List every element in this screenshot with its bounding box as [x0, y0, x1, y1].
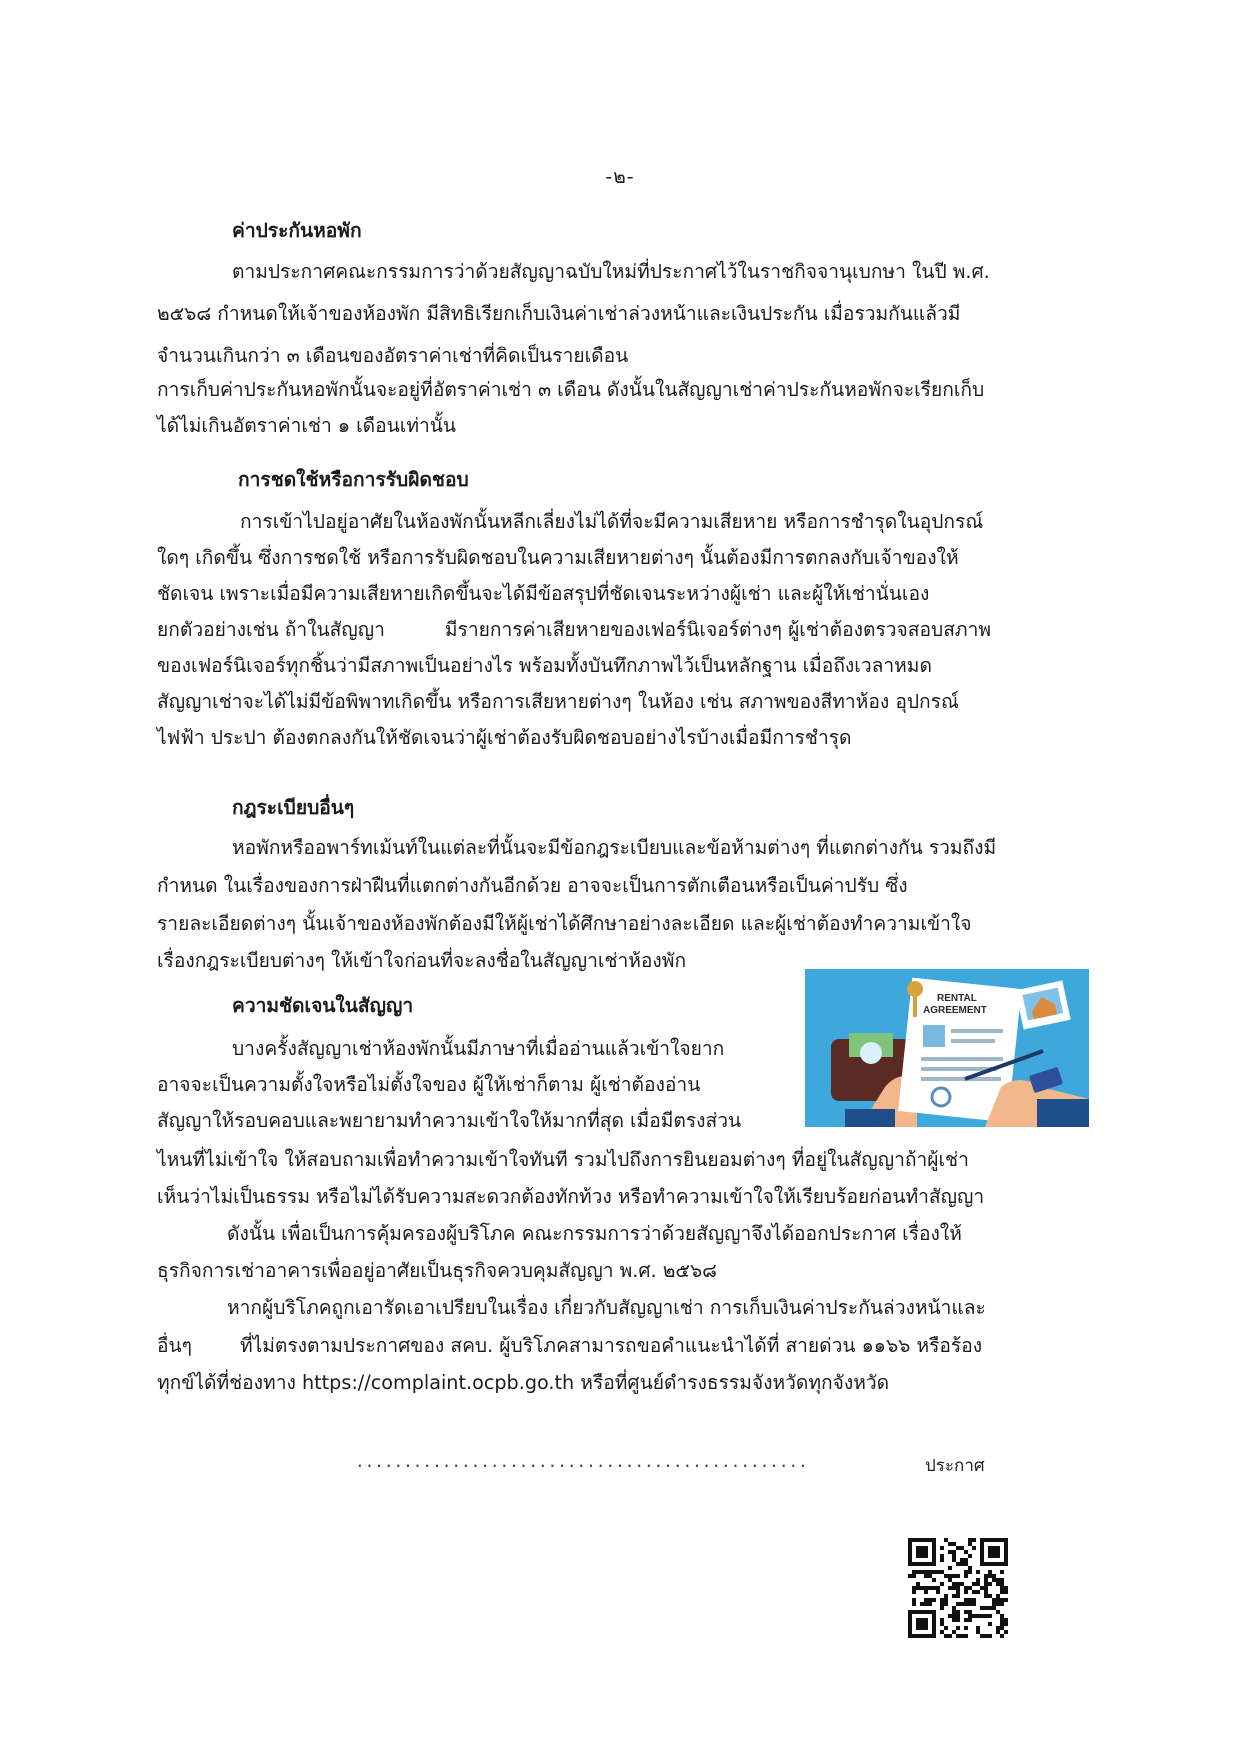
deposit-paragraph-line-1	[232, 255, 990, 289]
section-clarity	[232, 989, 413, 1023]
contact-line-2	[157, 1329, 982, 1400]
qr-code-icon	[908, 1538, 1008, 1638]
contact-split-line	[157, 1329, 982, 1366]
text-line: ไฟฟ้า ประปา ต้องตกลงกันให้ชัดเจนว่าผู้เช่าต้องรับผิดชอบอย่างไรบ้างเมื่อมีการชำรุด	[157, 726, 852, 749]
heading-liability: การชดใช้หรือการรับผิดชอบ	[238, 468, 469, 491]
announcement-label: ประกาศ	[925, 1456, 985, 1476]
text-line: ชัดเจน เพราะเมื่อมีความเสียหายเกิดขึ้นจะได้มีข้อสรุปที่ชัดเจนระหว่างผู้เช่า และผู้ให้เช่านั่นเอง	[157, 582, 930, 605]
text-line: หอพักหรืออพาร์ทเม้นท์ในแต่ละที่นั้นจะมีข้อกฎระเบียบและข้อห้ามต่างๆ ที่แตกต่างกัน รวมถึงมี	[232, 836, 997, 859]
illustration-title-2: AGREEMENT	[923, 1005, 987, 1016]
text-line: หากผู้บริโภคถูกเอารัดเอาเปรียบในเรื่อง เกี่ยวกับสัญญาเช่า การเก็บเงินค่าประกันล่วงหน้าและ	[227, 1296, 986, 1319]
clarity-paragraph-line-1	[232, 1032, 724, 1066]
heading-deposit: ค่าประกันหอพัก	[232, 219, 362, 242]
example-line	[157, 613, 991, 649]
conclusion-line-2	[157, 1254, 717, 1288]
illustration-title-1: RENTAL	[937, 993, 977, 1004]
text-line: ไหนที่ไม่เข้าใจ ให้สอบถามเพื่อทำความเข้าใจทันที รวมไปถึงการยินยอมต่างๆ ที่อยู่ในสัญญาถ้าผู้เช่า	[157, 1148, 969, 1171]
text-line: ธุรกิจการเช่าอาคารเพื่ออยู่อาศัยเป็นธุรกิจควบคุมสัญญา พ.ศ. ๒๕๖๘	[157, 1259, 717, 1282]
text-segment: อื่นๆ	[157, 1334, 192, 1357]
text-line: สัญญาให้รอบคอบและพยายามทำความเข้าใจให้มากที่สุด เมื่อมีตรงส่วน	[157, 1109, 742, 1132]
text-line: การเข้าไปอยู่อาศัยในห้องพักนั้นหลีกเลี่ยงไม่ได้ที่จะมีความเสียหาย หรือการชำรุดในอุปกรณ์	[240, 510, 984, 533]
text-line: บางครั้งสัญญาเช่าห้องพักนั้นมีภาษาที่เมื่ออ่านแล้วเข้าใจยาก	[232, 1037, 725, 1060]
contact-url-line: ทุกข์ได้ที่ช่องทาง https://complaint.ocpb.go.th หรือที่ศูนย์ดำรงธรรมจังหวัดทุกจังหวัด	[157, 1371, 890, 1394]
signature-dotted-line: ...............................................	[355, 1452, 808, 1471]
section-rules	[232, 791, 354, 825]
heading-rules: กฎระเบียบอื่นๆ	[232, 796, 355, 819]
text-line: อาจจะเป็นความตั้งใจหรือไม่ตั้งใจของ ผู้ให้เช่าก็ตาม ผู้เช่าต้องอ่าน	[157, 1073, 701, 1096]
contact-line-1	[227, 1291, 986, 1325]
liability-paragraph-rest	[157, 541, 991, 755]
text-line: เรื่องกฎระเบียบต่างๆ ให้เข้าใจก่อนที่จะลงชื่อในสัญญาเช่าห้องพัก	[157, 949, 687, 972]
heading-clarity: ความชัดเจนในสัญญา	[232, 994, 414, 1017]
text-segment: ที่ไม่ตรงตามประกาศของ สคบ. ผู้บริโภคสามารถขอคำแนะนำได้ที่ สายด่วน ๑๑๖๖ หรือร้อง	[239, 1334, 983, 1357]
text-line: เห็นว่าไม่เป็นธรรม หรือไม่ได้รับความสะดวกต้องทักท้วง หรือทำความเข้าใจให้เรียบร้อยก่อนทำสัญญา	[157, 1185, 985, 1208]
rental-agreement-illustration-graphic	[805, 969, 1089, 1127]
rental-agreement-illustration	[805, 969, 1089, 1127]
text-line: สัญญาเช่าจะได้ไม่มีข้อพิพาทเกิดขึ้น หรือการเสียหายต่างๆ ในห้อง เช่น สภาพของสีทาห้อง อุปกรณ์	[157, 690, 959, 713]
text-line: ใดๆ เกิดขึ้น ซึ่งการชดใช้ หรือการรับผิดชอบในความเสียหายต่างๆ นั้นต้องมีการตกลงกับเจ้าของให้	[157, 546, 959, 569]
text-line: ของเฟอร์นิเจอร์ทุกชิ้นว่ามีสภาพเป็นอย่างไร พร้อมทั้งบันทึกภาพไว้เป็นหลักฐาน เมื่อถึงเวลาหมด	[157, 654, 932, 677]
text-line: ตามประกาศคณะกรรมการว่าด้วยสัญญาฉบับใหม่ที่ประกาศไว้ในราชกิจจานุเบกษา ในปี พ.ศ.	[232, 260, 990, 283]
text-line: การเก็บค่าประกันหอพักนั้นจะอยู่ที่อัตราค่าเช่า ๓ เดือน ดังนั้นในสัญญาเช่าค่าประกันหอพักจะเรียกเก็บ	[157, 378, 985, 401]
section-liability	[238, 463, 469, 497]
liability-paragraph-line-1	[240, 505, 983, 539]
text-line: ดังนั้น เพื่อเป็นการคุ้มครองผู้บริโภค คณะกรรมการว่าด้วยสัญญาจึงได้ออกประกาศ เรื่องให้	[227, 1222, 962, 1245]
text-segment: ยกตัวอย่างเช่น ถ้าในสัญญา	[157, 618, 385, 641]
text-segment: มีรายการค่าเสียหายของเฟอร์นิเจอร์ต่างๆ ผู้เช่าต้องตรวจสอบสภาพ	[444, 618, 991, 641]
rules-paragraph-line-1	[232, 831, 996, 865]
qr-code-graphic	[908, 1538, 1008, 1638]
page-number: -๒-	[605, 166, 635, 188]
conclusion-line-1	[227, 1217, 962, 1251]
rules-paragraph-rest	[157, 869, 972, 978]
text-line: รายละเอียดต่างๆ นั้นเจ้าของห้องพักต้องมีให้ผู้เช่าได้ศึกษาอย่างละเอียด และผู้เช่าต้องทำความเข้าใจ	[157, 912, 972, 935]
text-line: กำหนด ในเรื่องของการฝ่าฝืนที่แตกต่างกันอีกด้วย อาจจะเป็นการตักเตือนหรือเป็นค่าปรับ ซึ่ง	[157, 874, 908, 897]
text-line: ๒๕๖๘ กำหนดให้เจ้าของห้องพัก มีสิทธิเรียกเก็บเงินค่าเช่าล่วงหน้าและเงินประกัน เมื่อรวมกันแล้วมี	[157, 302, 961, 325]
section-deposit	[232, 214, 362, 248]
text-line: ได้ไม่เกินอัตราค่าเช่า ๑ เดือนเท่านั้น	[157, 414, 456, 437]
deposit-paragraph-rest	[157, 297, 984, 443]
text-line: จำนวนเกินกว่า ๓ เดือนของอัตราค่าเช่าที่คิดเป็นรายเดือน	[157, 344, 629, 367]
